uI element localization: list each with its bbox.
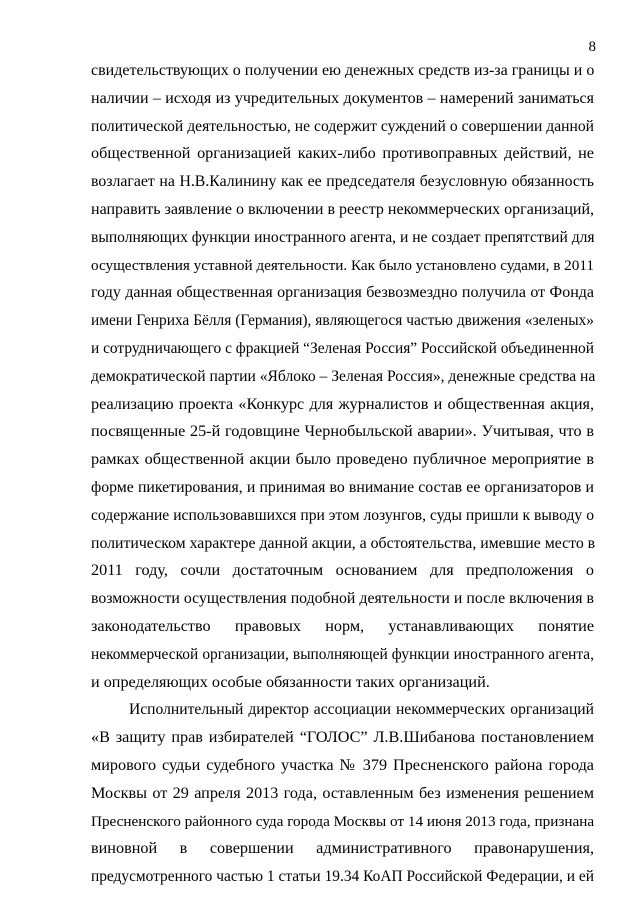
text-line: имени Генриха Бёлля (Германия), являющегося частью движения «зеленых» (91, 312, 594, 330)
document-body (91, 57, 594, 891)
text-line: демократической партии «Яблоко – Зеленая Россия», денежные средства на (91, 367, 596, 385)
text-line: мирового судьи судебного участка № 379 Пресненского района города (91, 755, 594, 774)
text-line: и определяющих особые обязанности таких организаций. (91, 672, 490, 691)
text-line: и сотрудничающего с фракцией “Зеленая Россия” Российской объединенной (91, 339, 594, 357)
text-line: возможности осуществления подобной деятельности и после включения в (91, 590, 594, 608)
text-line: 2011 году, сочли достаточным основанием для предположения о (91, 561, 594, 580)
text-line: виновной в совершении административного правонарушения, (91, 839, 594, 858)
text-line: рамках общественной акции было проведено публичное мероприятие в (91, 450, 594, 469)
text-line: году данная общественная организация безвозмездно получила от Фонда (91, 284, 594, 302)
text-line: направить заявление о включении в реестр некоммерческих организаций, (91, 200, 595, 218)
text-line: политическом характере данной акции, а обстоятельства, имевшие место в (91, 534, 596, 552)
text-line: возлагает на Н.В.Калинину как ее председателя безусловную обязанность (91, 173, 594, 191)
text-line: «В защиту прав избирателей “ГОЛОС” Л.В.Шибанова постановлением (91, 728, 594, 747)
text-line: содержание использовавшихся при этом лозунгов, суды пришли к выводу о (91, 506, 594, 524)
text-line: посвященные 25-й годовщине Чернобыльской аварии». Учитывая, что в (91, 422, 594, 441)
text-line: наличии – исходя из учредительных документов – намерений заниматься (91, 89, 594, 107)
text-line: Пресненского районного суда города Москвы от 14 июня 2013 года, признана (91, 812, 595, 830)
text-line: выполняющих функции иностранного агента, и не создает препятствий для (91, 228, 595, 246)
page-number: 8 (588, 39, 596, 55)
text-line: общественной организацией каких-либо противоправных действий, не (91, 144, 594, 163)
text-line: реализацию проекта «Конкурс для журналистов и общественная акция, (91, 394, 594, 413)
text-line: свидетельствующих о получении ею денежных средств из-за границы и о (91, 62, 595, 79)
text-line: законодательство правовых норм, устанавливающих понятие (91, 616, 594, 635)
text-line: осуществления уставной деятельности. Как было установлено судами, в 2011 (91, 256, 594, 274)
text-line: предусмотренного частью 1 статьи 19.34 КоАП Российской Федерации, и ей (91, 868, 594, 886)
text-line: политической деятельностью, не содержит суждений о совершении данной (91, 117, 594, 135)
text-line: Москвы от 29 апреля 2013 года, оставленным без изменения решением (91, 783, 594, 802)
text-line: некоммерческой организации, выполняющей функции иностранного агента, (91, 645, 594, 663)
text-line: форме пикетирования, и принимая во внимание состав ее организаторов и (91, 478, 594, 496)
text-line: Исполнительный директор ассоциации некоммерческих организаций (129, 701, 594, 719)
